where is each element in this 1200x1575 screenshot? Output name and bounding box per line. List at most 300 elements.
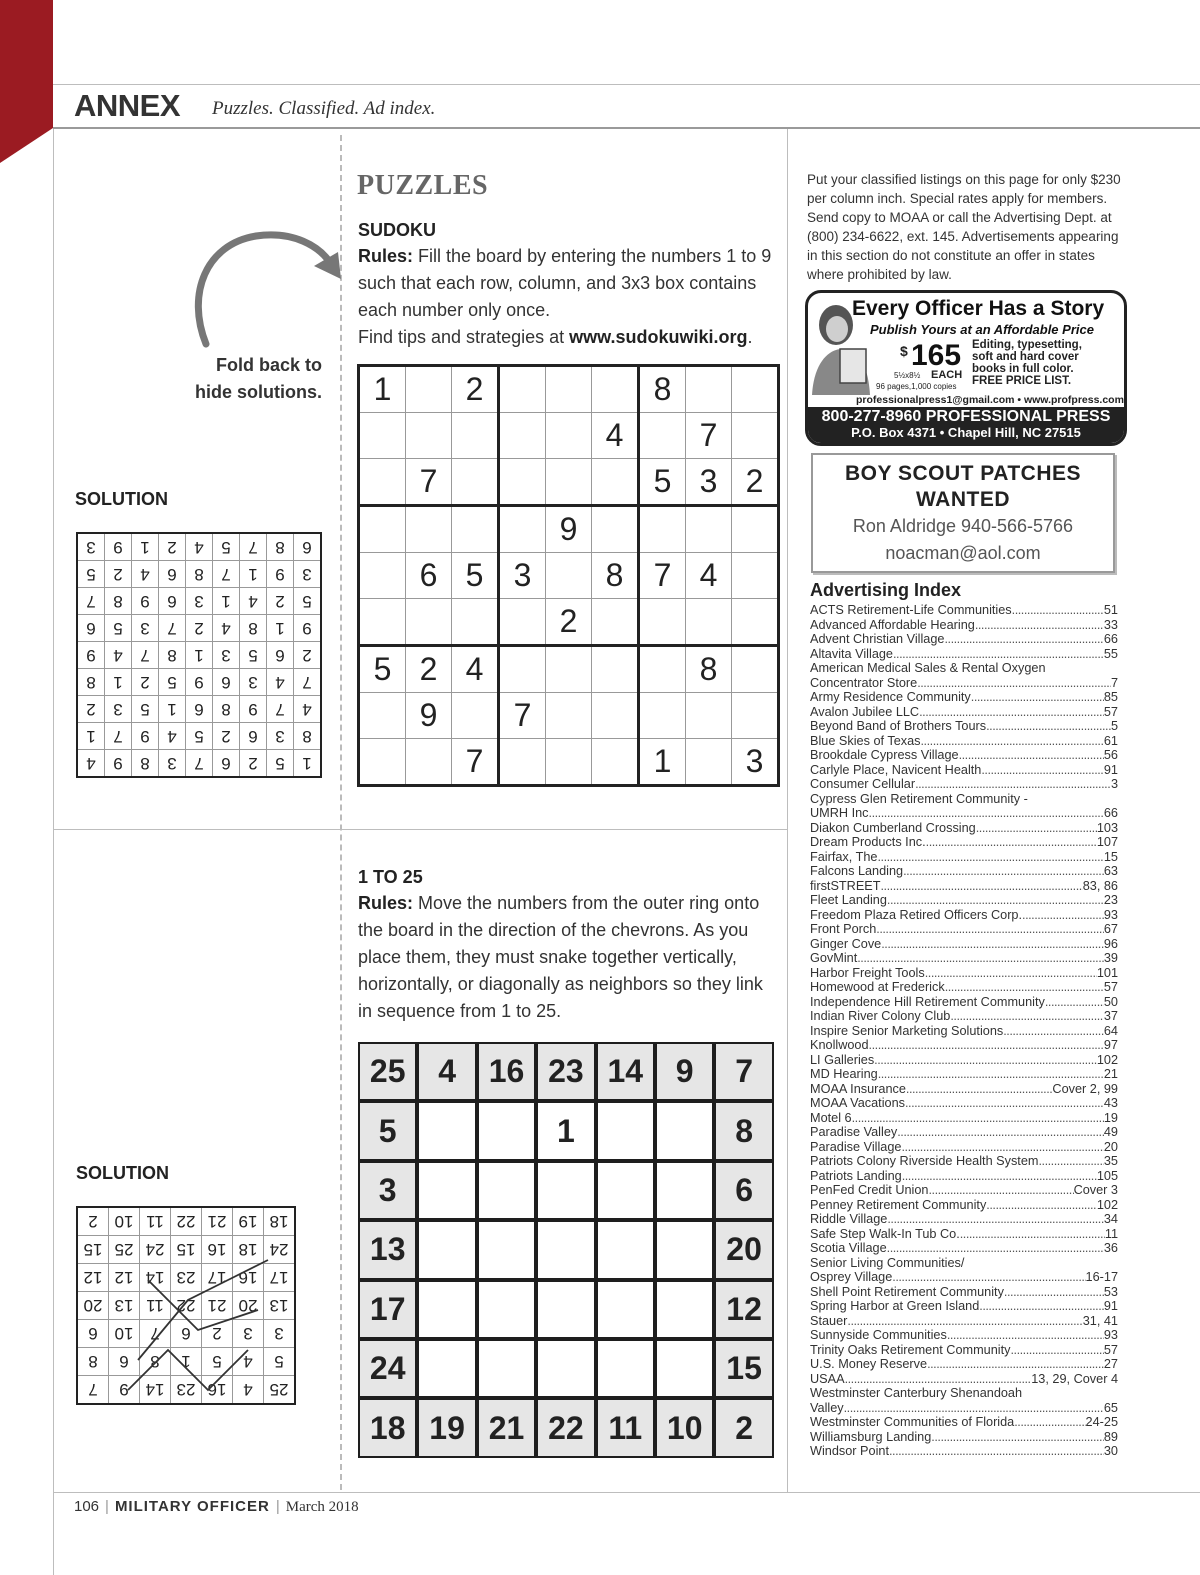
ring-number-right[interactable]: 20 (716, 1222, 771, 1277)
grid-cell[interactable] (359, 506, 406, 553)
grid-cell: 16 (202, 1376, 233, 1405)
grid-cell: 8 (132, 750, 159, 778)
leader-dots (1012, 603, 1104, 618)
grid-cell: 6 (213, 750, 240, 778)
page-reference: 19 (1103, 1110, 1118, 1125)
index-entry (810, 937, 1118, 952)
index-entry (810, 1125, 1118, 1140)
board-cell[interactable] (538, 1341, 593, 1396)
grid-cell: 12 (77, 1264, 109, 1292)
page-reference: 55 (1103, 646, 1118, 661)
index-entry (810, 1270, 1118, 1285)
leader-dots (892, 1270, 1085, 1285)
grid-cell: 7 (267, 696, 294, 723)
index-entry (810, 1154, 1118, 1169)
index-entry (810, 690, 1118, 705)
grid-cell[interactable] (639, 646, 686, 693)
grid-cell[interactable] (452, 599, 499, 646)
grid-cell: 20 (77, 1292, 109, 1320)
ring-number-bottom[interactable]: 11 (598, 1400, 653, 1455)
grid-cell: 3 (105, 696, 132, 723)
grid-cell: 20 (233, 1292, 264, 1320)
grid-cell[interactable] (406, 366, 452, 413)
index-entry (810, 1285, 1118, 1300)
page-reference: 56 (1103, 748, 1118, 762)
board-cell[interactable] (419, 1163, 474, 1218)
advertiser-name: Advent Christian Village (810, 632, 945, 646)
grid-cell: 3 (213, 642, 240, 669)
grid-cell[interactable] (499, 413, 546, 459)
grid-cell: 6 (159, 561, 186, 588)
advertiser-name: Avalon Jubilee LLC (810, 704, 920, 719)
grid-cell: 4 (240, 588, 267, 615)
index-entry (810, 1183, 1118, 1198)
grid-cell[interactable] (639, 506, 686, 553)
grid-cell[interactable] (732, 506, 779, 553)
grid-cell: 7 (452, 739, 499, 786)
grid-cell[interactable] (686, 506, 732, 553)
puzzles-heading: PUZZLES (357, 170, 489, 201)
grid-row (359, 739, 779, 786)
grid-cell: 7 (686, 413, 732, 459)
grid-cell: 1 (105, 669, 132, 696)
advertiser-name: UMRH Inc (810, 806, 869, 820)
grid-cell: 9 (240, 696, 267, 723)
grid-cell: 1 (639, 739, 686, 786)
index-entry (810, 951, 1118, 966)
sudoku-grid[interactable] (357, 364, 780, 787)
page-reference: 57 (1103, 1342, 1118, 1357)
grid-cell[interactable] (592, 366, 639, 413)
grid-cell: 5 (359, 646, 406, 693)
index-entry (810, 1038, 1118, 1053)
grid-row (359, 366, 779, 413)
advertiser-name: Stauer (810, 1313, 848, 1328)
sudoku-heading: SUDOKU (358, 220, 437, 240)
grid-cell[interactable] (592, 459, 639, 506)
grid-cell: 4 (233, 1348, 264, 1376)
grid-cell: 6 (294, 533, 322, 561)
board-cell[interactable] (419, 1222, 474, 1277)
board-cell[interactable] (657, 1103, 712, 1158)
grid-cell[interactable] (499, 366, 546, 413)
page-reference: 24-25 (1085, 1415, 1118, 1429)
ring-number-top[interactable]: 4 (419, 1044, 474, 1099)
grid-cell: 23 (171, 1264, 202, 1292)
advertiser-name: MOAA Vacations (810, 1096, 905, 1110)
board-cell[interactable] (598, 1282, 653, 1337)
grid-cell: 1 (267, 615, 294, 642)
grid-cell[interactable] (359, 413, 406, 459)
grid-cell: 4 (186, 533, 213, 561)
advertiser-name: Penney Retirement Community (810, 1197, 987, 1212)
grid-cell: 8 (159, 642, 186, 669)
grid-cell[interactable] (359, 459, 406, 506)
scout-ad-contact: Ron Aldridge 940-566-5766 (852, 516, 1074, 536)
grid-cell[interactable] (686, 739, 732, 786)
grid-cell[interactable] (592, 693, 639, 739)
price-unit: EACH (931, 369, 963, 381)
grid-cell: 25 (109, 1236, 140, 1264)
leader-dots (903, 864, 1104, 879)
index-entry (810, 893, 1118, 908)
ring-number-bottom[interactable]: 19 (419, 1400, 474, 1455)
grid-cell[interactable] (639, 693, 686, 739)
board-cell[interactable] (538, 1222, 593, 1277)
grid-row (359, 553, 779, 599)
footer-rule (53, 1492, 1200, 1493)
board-cell[interactable] (598, 1163, 653, 1218)
solution-path-lines (108, 1240, 293, 1420)
grid-cell: 16 (233, 1264, 264, 1292)
leader-dots (1045, 995, 1104, 1010)
grid-cell[interactable] (499, 599, 546, 646)
grid-cell[interactable] (686, 599, 732, 646)
sudoku-tips-link[interactable]: www.sudokuwiki.org (569, 327, 748, 347)
board-cell[interactable] (479, 1163, 534, 1218)
page-reference: 49 (1103, 1125, 1118, 1139)
grid-cell[interactable] (546, 553, 592, 599)
grid-cell: 6 (186, 696, 213, 723)
index-entry (810, 705, 1118, 720)
grid-cell: 17 (202, 1264, 233, 1292)
grid-cell: 6 (159, 588, 186, 615)
leader-dots (881, 937, 1104, 952)
advertiser-name: Fairfax, The (810, 849, 878, 864)
grid-cell: 18 (264, 1207, 296, 1236)
advertiser-name: USAA (810, 1371, 845, 1386)
index-entry (810, 1212, 1118, 1227)
index-entry (810, 1053, 1118, 1068)
leader-dots (959, 748, 1104, 763)
grid-cell[interactable] (359, 739, 406, 786)
grid-cell[interactable] (406, 599, 452, 646)
page-reference: 16-17 (1085, 1270, 1118, 1284)
grid-cell[interactable] (592, 599, 639, 646)
index-entry (810, 1430, 1118, 1445)
grid-cell: 18 (233, 1236, 264, 1264)
board-cell[interactable] (598, 1341, 653, 1396)
board-cell[interactable] (419, 1282, 474, 1337)
index-entry (810, 618, 1118, 633)
grid-cell: 2 (452, 366, 499, 413)
ring-number-top[interactable]: 14 (598, 1044, 653, 1099)
index-entry (810, 661, 1118, 676)
grid-cell: 1 (359, 366, 406, 413)
index-entry (810, 908, 1118, 923)
left-margin-rule (53, 129, 54, 1575)
ring-number-top[interactable]: 7 (716, 1044, 771, 1099)
grid-cell: 5 (452, 553, 499, 599)
ring-number-bottom[interactable]: 21 (479, 1400, 534, 1455)
grid-cell: 10 (109, 1320, 140, 1348)
grid-cell[interactable] (546, 413, 592, 459)
grid-row (77, 696, 321, 723)
ring-number-bottom[interactable]: 10 (657, 1400, 712, 1455)
top-rule (53, 84, 1200, 85)
classified-intro: Put your classified listings on this page for only $230 per column inch. Special rates apply for members. Send copy to MOAA or call the Advertising Dept. at (800) 234-6622, ext. 145. Advertisements appearing in this section do not constitute an offer in states where prohibited by law. (807, 172, 1121, 282)
ring-number-right[interactable]: 15 (716, 1341, 771, 1396)
grid-cell: 7 (294, 669, 322, 696)
grid-cell: 5 (159, 669, 186, 696)
section-tagline: Puzzles. Classified. Ad index. (212, 98, 436, 119)
advertiser-name: Valley (810, 1400, 844, 1415)
index-entry (810, 1343, 1118, 1358)
advertiser-name: ACTS Retirement-Life Communities (810, 603, 1012, 617)
page-reference: 36 (1103, 1241, 1118, 1255)
grid-cell: 7 (159, 615, 186, 642)
grid-cell[interactable] (499, 646, 546, 693)
ring-number-bottom[interactable]: 22 (538, 1400, 593, 1455)
price-dollar: $ (900, 343, 908, 359)
grid-cell: 7 (213, 561, 240, 588)
ring-number-top[interactable]: 9 (657, 1044, 712, 1099)
grid-cell: 3 (159, 750, 186, 778)
grid-cell: 5 (202, 1348, 233, 1376)
page-reference: 102 (1096, 1052, 1118, 1067)
page-reference: 23 (1103, 893, 1118, 907)
advertiser-name: Indian River Colony Club (810, 1009, 951, 1023)
board-cell[interactable] (419, 1103, 474, 1158)
grid-row (359, 506, 779, 553)
grid-cell[interactable] (732, 646, 779, 693)
index-entry (810, 1444, 1118, 1459)
index-entry (810, 748, 1118, 763)
grid-cell: 8 (105, 588, 132, 615)
page-reference: 91 (1103, 1299, 1118, 1313)
board-cell[interactable] (479, 1341, 534, 1396)
leader-dots (979, 1299, 1104, 1314)
advertiser-name: Westminster Canterbury Shenandoah (810, 1386, 1023, 1400)
grid-cell[interactable] (359, 599, 406, 646)
index-entry (810, 806, 1118, 821)
page-reference: 63 (1103, 864, 1118, 878)
grid-cell: 2 (186, 615, 213, 642)
advertiser-name: Sunnyside Communities (810, 1328, 947, 1342)
ring-number-left[interactable]: 5 (360, 1103, 415, 1158)
grid-cell[interactable] (499, 739, 546, 786)
grid-cell: 21 (202, 1292, 233, 1320)
grid-cell[interactable] (732, 366, 779, 413)
grid-cell: 1 (159, 696, 186, 723)
page-reference: 66 (1103, 806, 1118, 820)
professional-press-ad[interactable] (805, 290, 1127, 446)
grid-cell: 15 (77, 1236, 109, 1264)
leader-dots (857, 951, 1104, 966)
grid-cell[interactable] (639, 413, 686, 459)
grid-cell[interactable] (499, 459, 546, 506)
advertiser-name: Trinity Oaks Retirement Community (810, 1342, 1011, 1357)
advertiser-name: Westminster Communities of Florida (810, 1415, 1015, 1429)
board-cell[interactable] (419, 1341, 474, 1396)
grid-cell[interactable] (732, 693, 779, 739)
grid-cell: 5 (240, 642, 267, 669)
grid-cell: 9 (132, 723, 159, 750)
ad-contact-links[interactable]: professionalpress1@gmail.com • www.profpress.com (856, 394, 1124, 406)
advertiser-name: Shell Point Retirement Community (810, 1284, 1004, 1299)
grid-cell: 2 (159, 533, 186, 561)
index-entry (810, 1241, 1118, 1256)
advertiser-name: Altavita Village (810, 646, 893, 661)
grid-cell[interactable] (592, 739, 639, 786)
page-reference: 65 (1103, 1400, 1118, 1415)
index-entry (810, 864, 1118, 879)
ring-number-right[interactable]: 8 (716, 1103, 771, 1158)
grid-cell: 8 (77, 669, 105, 696)
grid-cell: 23 (171, 1376, 202, 1405)
grid-cell: 3 (686, 459, 732, 506)
index-entry (810, 1256, 1118, 1271)
grid-cell: 8 (592, 553, 639, 599)
grid-cell[interactable] (452, 459, 499, 506)
grid-cell: 5 (213, 533, 240, 561)
grid-cell: 11 (140, 1292, 171, 1320)
magazine-name: MILITARY OFFICER (114, 1498, 270, 1515)
grid-cell[interactable] (452, 413, 499, 459)
ring-number-right[interactable]: 6 (716, 1163, 771, 1218)
grid-cell: 2 (77, 1207, 109, 1236)
grid-cell[interactable] (686, 366, 732, 413)
advertiser-name: Knollwood (810, 1038, 869, 1052)
advertiser-name: LI Galleries (810, 1052, 875, 1067)
advertiser-name: Blue Skies of Texas (810, 733, 921, 748)
board-cell[interactable] (657, 1282, 712, 1337)
page-number: 106 (74, 1498, 100, 1515)
grid-cell: 7 (140, 1320, 171, 1348)
grid-cell: 5 (132, 696, 159, 723)
grid-cell: 6 (213, 669, 240, 696)
grid-cell[interactable] (406, 413, 452, 459)
grid-cell: 1 (171, 1348, 202, 1376)
grid-cell: 11 (140, 1207, 171, 1236)
given-number-cell[interactable]: 1 (538, 1103, 593, 1158)
index-entry (810, 1198, 1118, 1213)
grid-cell: 9 (546, 506, 592, 553)
board-cell[interactable] (538, 1163, 593, 1218)
index-entry (810, 1227, 1118, 1242)
board-cell[interactable] (598, 1103, 653, 1158)
board-cell[interactable] (479, 1103, 534, 1158)
board-cell[interactable] (657, 1222, 712, 1277)
ring-number-left[interactable]: 17 (360, 1282, 415, 1337)
grid-cell: 8 (294, 723, 322, 750)
scout-ad-email[interactable]: noacman@aol.com (885, 543, 1041, 563)
leader-dots (931, 1430, 1104, 1445)
grid-cell[interactable] (546, 366, 592, 413)
ring-number-left[interactable]: 3 (360, 1163, 415, 1218)
ring-number-top[interactable]: 23 (538, 1044, 593, 1099)
grid-cell: 6 (109, 1348, 140, 1376)
grid-cell[interactable] (406, 506, 452, 553)
index-entry (810, 995, 1118, 1010)
page-reference: 83, 86 (1082, 878, 1118, 893)
grid-cell[interactable] (452, 693, 499, 739)
book-size: 5½x8½ (894, 371, 921, 380)
advertiser-name: Concentrator Store (810, 675, 918, 690)
grid-cell[interactable] (592, 506, 639, 553)
grid-cell: 2 (77, 696, 105, 723)
grid-cell[interactable] (359, 553, 406, 599)
grid-cell: 9 (406, 693, 452, 739)
page-reference: 11 (1104, 1226, 1118, 1241)
grid-cell: 22 (171, 1292, 202, 1320)
board-cell[interactable] (538, 1282, 593, 1337)
leader-dots (852, 1111, 1104, 1126)
leader-dots (927, 1357, 1104, 1372)
grid-cell[interactable] (686, 693, 732, 739)
ring-number-left[interactable]: 13 (360, 1222, 415, 1277)
advertiser-name: Carlyle Place, Navicent Health (810, 762, 982, 777)
ring-number-bottom[interactable]: 2 (716, 1400, 771, 1455)
leader-dots (844, 1401, 1104, 1416)
grid-cell: 5 (267, 750, 294, 778)
grid-cell[interactable] (359, 693, 406, 739)
grid-cell: 2 (546, 599, 592, 646)
grid-cell[interactable] (732, 413, 779, 459)
boy-scout-patches-ad[interactable] (811, 453, 1115, 573)
grid-cell: 2 (294, 642, 322, 669)
grid-cell[interactable] (499, 506, 546, 553)
grid-cell[interactable] (406, 739, 452, 786)
ring-number-bottom[interactable]: 18 (360, 1400, 415, 1455)
ring-number-left[interactable]: 24 (360, 1341, 415, 1396)
advertiser-name: Homewood at Frederick (810, 980, 945, 994)
board-cell[interactable] (598, 1222, 653, 1277)
leader-dots (971, 690, 1104, 705)
index-entry (810, 1169, 1118, 1184)
page-reference: 53 (1103, 1284, 1118, 1299)
page-reference: 31, 41 (1082, 1313, 1118, 1328)
grid-cell[interactable] (546, 459, 592, 506)
sudoku-solution-grid (76, 532, 322, 778)
grid-cell: 2 (132, 669, 159, 696)
grid-cell: 1 (132, 533, 159, 561)
grid-row (359, 646, 779, 693)
grid-cell[interactable] (732, 599, 779, 646)
grid-cell[interactable] (546, 646, 592, 693)
page-reference: 102 (1096, 1197, 1118, 1212)
index-entry (810, 719, 1118, 734)
leader-dots (887, 893, 1104, 908)
leader-dots (986, 1198, 1097, 1213)
leader-dots (1014, 1415, 1085, 1430)
ring-number-top[interactable]: 16 (479, 1044, 534, 1099)
board-cell[interactable] (479, 1282, 534, 1337)
leader-dots (915, 777, 1111, 792)
grid-cell: 4 (159, 723, 186, 750)
board-cell[interactable] (479, 1222, 534, 1277)
ring-number-top[interactable]: 25 (360, 1044, 415, 1099)
ring-number-right[interactable]: 12 (716, 1282, 771, 1337)
grid-row (77, 1207, 295, 1236)
grid-cell: 5 (105, 615, 132, 642)
advertiser-name: firstSTREET (810, 878, 881, 893)
grid-cell[interactable] (592, 646, 639, 693)
grid-cell[interactable] (546, 693, 592, 739)
index-entry (810, 1401, 1118, 1416)
index-entry (810, 777, 1118, 792)
grid-cell[interactable] (546, 739, 592, 786)
advertiser-name: Windsor Point (810, 1444, 889, 1458)
board-cell[interactable] (657, 1341, 712, 1396)
grid-cell[interactable] (452, 506, 499, 553)
board-cell[interactable] (657, 1163, 712, 1218)
grid-cell[interactable] (732, 553, 779, 599)
grid-cell[interactable] (639, 599, 686, 646)
page-reference: 97 (1103, 1038, 1118, 1052)
one-to-25-board[interactable] (358, 1042, 774, 1458)
grid-cell: 7 (77, 1376, 109, 1405)
